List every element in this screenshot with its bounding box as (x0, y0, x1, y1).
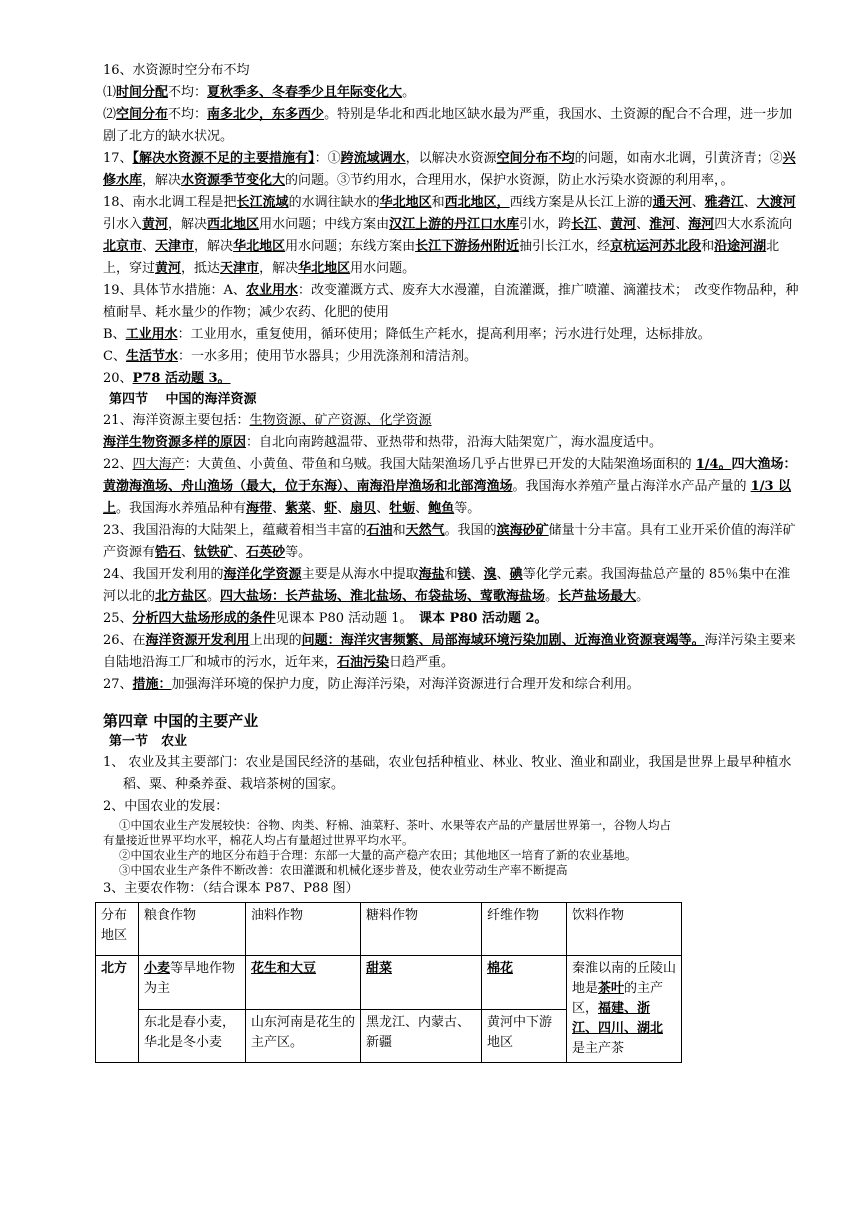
fiber-area-cell: 黄河中下游地区 (482, 1009, 567, 1063)
item-23-segment: 和 (392, 523, 406, 538)
item-24-segment: 24、我国开发利用的 (103, 567, 224, 582)
item-16-time (103, 82, 803, 104)
fiber-main-cell (482, 956, 567, 1010)
fiber-crop-term: 棉花 (487, 961, 514, 976)
item-18-segment: 黄河 (610, 217, 637, 232)
item-19-b-num: B、 (103, 327, 126, 342)
item-22-segment: 四大渔场： (731, 457, 797, 472)
item-19-c (103, 346, 803, 368)
item-23-segment: 锆石 (155, 545, 182, 560)
table-header-cell: 分布地区 (96, 903, 139, 956)
region-north: 北方 (96, 956, 139, 1063)
item-19-b (103, 324, 803, 346)
item-19-c-text: ：一水多用；使用节水器具；少用洗涤剂和清洁剂。 (177, 349, 477, 364)
item-17-part: ，解决 (142, 173, 182, 188)
sugar-crop-term: 甜菜 (366, 961, 393, 976)
item-22-segment: 。我国海水养殖品种有 (116, 501, 247, 516)
item-19-a (103, 280, 803, 324)
item-23-segment: 钛铁矿 (194, 545, 234, 560)
item-18-segment: 淮河 (649, 217, 676, 232)
agri-item-2-2: ②中国农业生产的地区分布趋于合理：东部一大量的高产稳产农田；其他地区一培育了新的农业基地。 (119, 848, 637, 862)
item-19-c-num: C、 (103, 349, 126, 364)
item-20-ref: P78 活动题 3。 (132, 371, 231, 386)
table-header-cell: 纤维作物 (482, 903, 567, 956)
item-16-heading: 16、水资源时空分布不均 (103, 63, 250, 78)
item-18-segment: 长江流域 (236, 195, 289, 210)
item-26-problems: 问题：海洋灾害频繁、局部海域环境污染加剧、近海渔业资源衰竭等。 (301, 633, 705, 648)
bio-diversity-reason-term: 海洋生物资源多样的原因 (103, 435, 247, 450)
item-24-segment: 溴 (483, 567, 497, 582)
item-18-segment: 18、南水北调工程是把 (103, 195, 237, 210)
item-22-segment: 牡蛎 (389, 501, 416, 516)
item-18-segment: 用水问题；东线方案由 (285, 239, 416, 254)
item-26-num: 26、在 (103, 633, 146, 648)
item-24-segment: 镁 (457, 567, 471, 582)
table-row (96, 956, 682, 1010)
item-24 (103, 564, 803, 608)
item-18-segment: ，解决 (168, 217, 208, 232)
item-18-segment: 华北地区 (233, 239, 286, 254)
item-17-term-2: 空间分布不均 (496, 151, 575, 166)
item-22-segment: 、 (311, 501, 325, 516)
item-17-title: 【解决水资源不足的主要措施有】 (132, 151, 315, 166)
item-22-segment: 1/4。 (695, 457, 732, 472)
item-18-segment: 黄河 (142, 217, 169, 232)
oil-main-cell (246, 956, 361, 1010)
item-17-part: ，以解决水资源 (405, 151, 497, 166)
grain-area-cell: 东北是春小麦，华北是冬小麦 (139, 1009, 246, 1063)
item-18-segment: ，解决 (194, 239, 234, 254)
grain-rest: 等旱地作物为主 (144, 961, 236, 996)
item-24-segment: 长芦盐场最大 (558, 589, 637, 604)
document-page (103, 60, 803, 1063)
item-25 (103, 608, 803, 630)
item-18-segment: 长江 (571, 217, 598, 232)
item-23-segment: 滨海砂矿 (496, 523, 549, 538)
item-18-segment: 用水问题；中线方案由 (259, 217, 390, 232)
item-18-segment: 西北地区 (207, 217, 260, 232)
agri-item-2-1: ①中国农业生产发展较快：谷物、肉类、籽棉、油菜籽、茶叶、水果等农产品的产量居世界第一，谷物人均占 (119, 818, 671, 832)
item-18-segment: 天津市 (155, 239, 195, 254)
item-22-segment: 1/3 以上 (103, 479, 792, 516)
item-22-segment: 、 (272, 501, 286, 516)
item-27-num: 27、 (103, 677, 133, 692)
item-21 (103, 410, 803, 432)
item-18-segment: 引水入 (103, 217, 143, 232)
item-22-segment: 四大海产 (132, 457, 185, 472)
item-22-segment: 虾 (324, 501, 338, 516)
item-23 (103, 520, 803, 564)
agri-item-2-3: ③中国农业生产条件不断改善：农田灌溉和机械化逐步普及，使农业劳动生产率不断提高 (119, 863, 568, 877)
item-23-segment: 、 (233, 545, 247, 560)
item-18-segment: 京杭运河苏北段 (610, 239, 702, 254)
item-18-segment: 大渡河 (756, 195, 796, 210)
item-24-segment: 。 (207, 589, 221, 604)
table-header-cell: 饮料作物 (567, 903, 682, 956)
item-25-num: 25、 (103, 611, 133, 626)
item-23-segment: 。我国的 (444, 523, 497, 538)
item-24-segment: 。 (636, 589, 650, 604)
item-23-segment: 23、我国沿海的大陆架上，蕴藏着相当丰富的 (103, 523, 367, 538)
agri-water-term: 农业用水 (245, 283, 298, 298)
item-22-segment: 、 (376, 501, 390, 516)
time-distribution-value: 夏秋季多、冬春季少且年际变化大 (207, 85, 403, 100)
item-24-segment: 主要是从海水中提取 (301, 567, 419, 582)
item-22-segment: 黄渤海渔场、舟山渔场（最大，位于东海）、南海沿岸渔场和北部湾渔场 (103, 479, 513, 494)
drink-cell (567, 956, 682, 1063)
item-27-text: 加强海洋环境的保护力度，防止海洋污染，对海洋资源进行合理开发和综合利用。 (171, 677, 640, 692)
item-18-segment: 华北地区 (298, 261, 351, 276)
item-18-segment: 、 (597, 217, 611, 232)
wheat-term: 小麦 (144, 961, 171, 976)
item-18-segment: 抽引长江水，经 (519, 239, 611, 254)
chapter-4-heading: 第四章 中国的主要产业 (103, 712, 259, 730)
item-22-segment: ：大黄鱼、小黄鱼、带鱼和乌贼。我国大陆架渔场几乎占世界已开发的大陆架渔场面积的 (184, 457, 696, 472)
item-18-segment: 汉江上游的丹江口水库 (389, 217, 520, 232)
item-18-segment: 华北地区 (379, 195, 432, 210)
agri-item-2-1-cont: 有量接近世界平均水平，棉花人均占有量超过世界平均水平。 (103, 833, 414, 847)
agri-item-3: 3、主要农作物：（结合课本 P87、P88 图） (103, 881, 359, 896)
item-16-space (103, 104, 803, 148)
item-21-num: 21、海洋资源主要包括： (103, 413, 250, 428)
item-22-segment: 。我国海水养殖产量占海洋水产品产量的 (512, 479, 751, 494)
item-16-space-num: ⑵ (103, 107, 117, 122)
item-17-part: 的问题，如南水北调，引黄济青；② (574, 151, 783, 166)
item-18-segment: 的水调往缺水的 (288, 195, 380, 210)
item-18-segment: 和 (701, 239, 715, 254)
life-water-term: 生活节水 (125, 349, 178, 364)
item-22-segment: 、 (415, 501, 429, 516)
item-24-segment: 四大盐场：长芦盐场、淮北盐场、布袋盐场、莺歌海盐场 (220, 589, 546, 604)
item-18-segment: ，解决 (259, 261, 299, 276)
item-19-b-text: ：工业用水，重复使用，循环使用；降低生产耗水，提高利用率；污水进行处理，达标排放。 (177, 327, 711, 342)
item-18-segment: 、 (743, 195, 757, 210)
item-17-part: ：① (314, 151, 341, 166)
item-24-segment: 海洋化学资源 (223, 567, 302, 582)
item-17-term-1: 跨流域调水 (340, 151, 406, 166)
item-22-segment: 等。 (454, 501, 481, 516)
item-24-segment: 。 (545, 589, 559, 604)
item-18-segment: 、 (142, 239, 156, 254)
item-18 (103, 192, 803, 280)
item-18-segment: 沿途河湖 (714, 239, 767, 254)
oil-area-cell: 山东河南是花生的主产区。 (246, 1009, 361, 1063)
item-27 (103, 674, 803, 696)
item-23-segment: 等。 (285, 545, 312, 560)
item-17-term-3: 兴修水库 (103, 151, 796, 188)
time-distribution-term: 时间分配 (116, 85, 169, 100)
item-23-segment: 天然气 (405, 523, 445, 538)
item-16-time-num: ⑴ (103, 85, 117, 100)
drink-cell-segment: 茶叶 (598, 981, 625, 996)
item-22-segment: 紫菜 (285, 501, 312, 516)
oil-crop-term: 花生和大豆 (251, 961, 317, 976)
section-4-heading: 第四节 中国的海洋资源 (109, 392, 257, 407)
item-18-segment: 北京市 (103, 239, 143, 254)
table-header-cell: 糖料作物 (361, 903, 482, 956)
table-header-cell: 油料作物 (246, 903, 361, 956)
item-20-num: 20、 (103, 371, 133, 386)
item-26-text-3: 日趋严重。 (389, 655, 455, 670)
industry-water-term: 工业用水 (125, 327, 178, 342)
item-26-text: 上出现的 (249, 633, 302, 648)
item-22-segment: 鲍鱼 (428, 501, 455, 516)
item-26 (103, 630, 803, 674)
item-21-reason (103, 432, 803, 454)
item-18-segment: 雅砻江 (704, 195, 744, 210)
item-18-segment: 、 (636, 217, 650, 232)
item-20 (103, 368, 803, 390)
sugar-area-cell: 黑龙江、内蒙古、新疆 (361, 1009, 482, 1063)
agri-item-1: 1、 农业及其主要部门：农业是国民经济的基础，农业包括种植业、林业、牧业、渔业和副业，我国是世界上最早种植水稻、粟、种桑养蚕、栽培茶树的国家。 (103, 755, 792, 792)
item-25-term: 分析四大盐场形成的条件 (132, 611, 276, 626)
item-16-time-mid: 不均： (168, 85, 208, 100)
item-18-segment: 引水，跨 (519, 217, 572, 232)
oil-pollution-term: 石油污染 (337, 655, 390, 670)
item-16-space-mid: 不均： (168, 107, 208, 122)
item-18-segment: 和 (431, 195, 445, 210)
space-distribution-term: 空间分布 (116, 107, 169, 122)
item-18-segment: 黄河 (155, 261, 182, 276)
item-22-segment: 海带 (246, 501, 273, 516)
item-25-ref: 课本 P80 活动题 2。 (419, 611, 548, 626)
crops-table (95, 902, 682, 1063)
item-18-segment: 长江下游扬州附近 (415, 239, 520, 254)
ocean-resource-types: 生物资源、矿产资源、化学资源 (249, 413, 432, 428)
item-18-segment: 北上，穿过 (103, 239, 780, 276)
drink-cell-segment: 福建、浙江、四川、湖北 (572, 1001, 664, 1036)
item-23-segment: 、 (181, 545, 195, 560)
section-1-heading: 第一节 农业 (109, 734, 188, 749)
item-22-segment: 扇贝 (350, 501, 377, 516)
grain-main-cell (139, 956, 246, 1010)
item-26-text-2: 海洋污染主要来自陆地沿海工厂和城市的污水，近年来， (103, 633, 796, 670)
item-23-segment: 石英砂 (246, 545, 286, 560)
item-18-segment: 、 (675, 217, 689, 232)
item-24-segment: 和 (444, 567, 458, 582)
item-18-segment: 通天河 (652, 195, 692, 210)
item-18-segment: 西北地区， (444, 195, 510, 210)
item-18-segment: 海河 (688, 217, 715, 232)
item-18-segment: 四大水系流向 (714, 217, 793, 232)
item-24-segment: 、 (470, 567, 484, 582)
item-22 (103, 454, 803, 520)
item-23-segment: 储量十分丰富。具有工业开采价值的海洋矿产资源有 (103, 523, 796, 560)
bio-diversity-reason-text: ：自北向南跨越温带、亚热带和热带，沿海大陆架宽广，海水温度适中。 (246, 435, 663, 450)
item-18-segment: ，抵达 (181, 261, 221, 276)
item-17 (103, 148, 803, 192)
item-24-segment: 碘 (509, 567, 523, 582)
item-18-segment: 西线方案是从长江上游的 (509, 195, 653, 210)
item-19-a-text: ：改变灌溉方式、废弃大水漫灌，自流灌溉，推广喷灌、滴灌技术； 改变作物品种，种植耐旱、耗水量少的作物；减少农药、化肥的使用 (103, 283, 799, 320)
item-24-segment: 、 (496, 567, 510, 582)
item-23-segment: 石油 (366, 523, 393, 538)
item-19-num: 19、具体节水措施：A、 (103, 283, 246, 298)
space-distribution-value: 南多北少，东多西少 (207, 107, 325, 122)
item-26-term: 海洋资源开发利用 (145, 633, 250, 648)
item-17-num: 17、 (103, 151, 133, 166)
table-header-cell: 粮食作物 (139, 903, 246, 956)
drink-cell-segment: 秦淮以南的丘陵山地是 (572, 961, 677, 996)
item-25-text: 见课本 P80 活动题 1。 (275, 611, 420, 626)
drink-cell-segment: 是主产茶 (572, 1041, 625, 1056)
item-24-segment: 海盐 (418, 567, 445, 582)
item-17-part: 的问题。③节约用水，合理用水，保护水资源，防止水污染水资源的利用率，。 (285, 173, 734, 188)
agri-item-2: 2、中国农业的发展： (103, 799, 229, 814)
item-24-segment: 等化学元素。我国海盐总产量的 85％集中在淮河以北的 (103, 567, 791, 604)
item-24-segment: 北方盐区 (155, 589, 208, 604)
item-18-segment: 、 (691, 195, 705, 210)
item-16-space-end: 。特别是华北和西北地区缺水最为严重，我国水、土资源的配合不合理，进一步加剧了北方的缺水状况。 (103, 107, 793, 144)
item-22-segment: 、 (337, 501, 351, 516)
item-18-segment: 天津市 (220, 261, 260, 276)
item-17-term-4: 水资源季节变化大 (181, 173, 286, 188)
item-27-term: 措施： (132, 677, 172, 692)
table-header-row (96, 903, 682, 956)
item-22-segment: 22、 (103, 457, 133, 472)
drink-cell-segment: 的主产区， (572, 981, 664, 1016)
item-16-time-end: 。 (402, 85, 416, 100)
item-18-segment: 用水问题。 (350, 261, 416, 276)
sugar-main-cell (361, 956, 482, 1010)
